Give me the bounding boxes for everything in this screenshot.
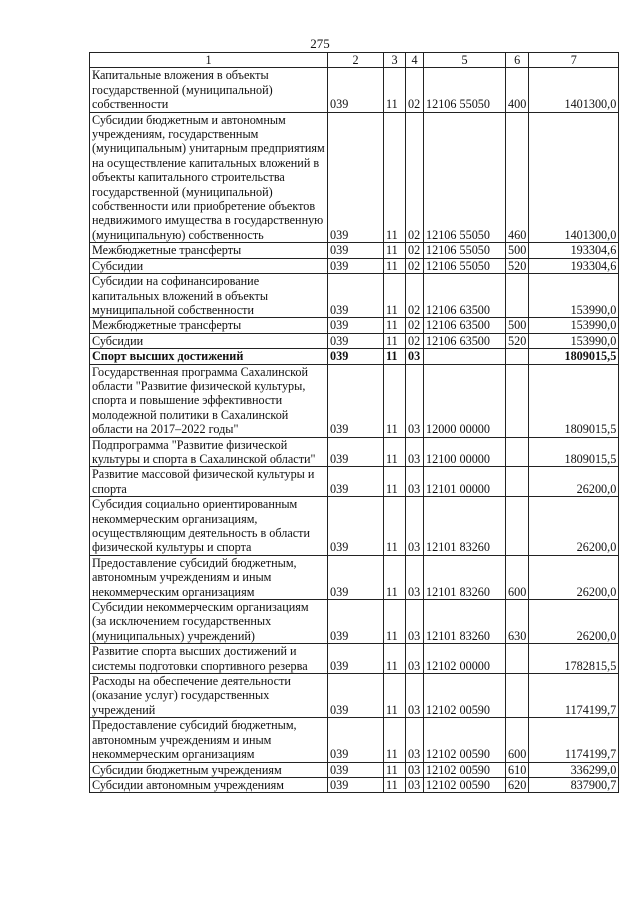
target-article-cell: 12000 00000 (424, 364, 506, 437)
subsection-code-cell: 03 (406, 674, 424, 718)
section-code-cell: 11 (384, 243, 406, 258)
expense-type-cell (506, 437, 529, 467)
table-row (90, 674, 619, 718)
expense-name-cell: Субсидии (90, 333, 328, 348)
ministry-code-cell: 039 (328, 349, 384, 364)
expense-type-cell (506, 274, 529, 318)
section-code-cell: 11 (384, 777, 406, 792)
target-article-cell: 12102 00000 (424, 644, 506, 674)
ministry-code-cell: 039 (328, 467, 384, 497)
table-header-row (90, 53, 619, 68)
subsection-code-cell: 02 (406, 318, 424, 333)
subsection-code-cell: 03 (406, 644, 424, 674)
section-code-cell: 11 (384, 258, 406, 273)
subsection-code-cell: 03 (406, 600, 424, 644)
ministry-code-cell: 039 (328, 600, 384, 644)
expense-name-cell: Предоставление субсидий бюджетным, автономным учреждениям и иным некоммерческим организациям (90, 555, 328, 599)
amount-cell: 153990,0 (529, 318, 619, 333)
table-row (90, 333, 619, 348)
expense-name-cell: Развитие массовой физической культуры и спорта (90, 467, 328, 497)
expense-type-cell (506, 364, 529, 437)
target-article-cell: 12100 00000 (424, 437, 506, 467)
subsection-code-cell: 03 (406, 555, 424, 599)
column-header: 5 (424, 53, 506, 68)
column-header: 2 (328, 53, 384, 68)
expense-name-cell: Субсидии некоммерческим организациям (за исключением государственных (муниципальных) учреждений) (90, 600, 328, 644)
target-article-cell: 12101 00000 (424, 467, 506, 497)
table-row (90, 364, 619, 437)
expense-name-cell: Субсидии бюджетным учреждениям (90, 762, 328, 777)
ministry-code-cell: 039 (328, 258, 384, 273)
expense-type-cell: 400 (506, 68, 529, 112)
expense-name-cell: Капитальные вложения в объекты государственной (муниципальной) собственности (90, 68, 328, 112)
table-row (90, 497, 619, 556)
section-code-cell: 11 (384, 555, 406, 599)
expense-name-cell: Подпрограмма "Развитие физической культуры и спорта в Сахалинской области" (90, 437, 328, 467)
table-row (90, 600, 619, 644)
target-article-cell: 12102 00590 (424, 777, 506, 792)
expense-type-cell (506, 467, 529, 497)
target-article-cell: 12101 83260 (424, 497, 506, 556)
expense-type-cell: 520 (506, 258, 529, 273)
expense-type-cell: 620 (506, 777, 529, 792)
table-row (90, 555, 619, 599)
ministry-code-cell: 039 (328, 777, 384, 792)
section-code-cell: 11 (384, 349, 406, 364)
amount-cell: 26200,0 (529, 555, 619, 599)
target-article-cell: 12106 55050 (424, 258, 506, 273)
amount-cell: 26200,0 (529, 467, 619, 497)
table-row (90, 243, 619, 258)
expense-name-cell: Предоставление субсидий бюджетным, автономным учреждениям и иным некоммерческим организациям (90, 718, 328, 762)
section-code-cell: 11 (384, 644, 406, 674)
ministry-code-cell: 039 (328, 68, 384, 112)
ministry-code-cell: 039 (328, 364, 384, 437)
expense-type-cell: 610 (506, 762, 529, 777)
subsection-code-cell: 03 (406, 349, 424, 364)
amount-cell: 26200,0 (529, 600, 619, 644)
section-code-cell: 11 (384, 497, 406, 556)
amount-cell: 837900,7 (529, 777, 619, 792)
subsection-code-cell: 02 (406, 68, 424, 112)
target-article-cell: 12102 00590 (424, 674, 506, 718)
subsection-code-cell: 03 (406, 364, 424, 437)
amount-cell: 1782815,5 (529, 644, 619, 674)
expense-type-cell: 600 (506, 718, 529, 762)
target-article-cell: 12101 83260 (424, 555, 506, 599)
subsection-code-cell: 02 (406, 112, 424, 243)
expense-type-cell: 520 (506, 333, 529, 348)
ministry-code-cell: 039 (328, 112, 384, 243)
target-article-cell: 12106 63500 (424, 274, 506, 318)
table-row (90, 467, 619, 497)
target-article-cell: 12106 55050 (424, 112, 506, 243)
target-article-cell: 12101 83260 (424, 600, 506, 644)
expense-name-cell: Межбюджетные трансферты (90, 243, 328, 258)
target-article-cell: 12102 00590 (424, 718, 506, 762)
section-code-cell: 11 (384, 333, 406, 348)
subsection-code-cell: 03 (406, 467, 424, 497)
amount-cell: 153990,0 (529, 333, 619, 348)
column-header: 1 (90, 53, 328, 68)
subsection-code-cell: 02 (406, 258, 424, 273)
expense-type-cell: 630 (506, 600, 529, 644)
ministry-code-cell: 039 (328, 333, 384, 348)
table-row (90, 258, 619, 273)
expense-type-cell (506, 349, 529, 364)
table-row (90, 349, 619, 364)
expense-name-cell: Государственная программа Сахалинской области "Развитие физической культуры, спорта и повышение эффективности молодежной политики в Сахалинской области на 2017–2022 годы" (90, 364, 328, 437)
amount-cell: 153990,0 (529, 274, 619, 318)
table-row (90, 112, 619, 243)
table-row (90, 644, 619, 674)
table-row (90, 274, 619, 318)
target-article-cell: 12106 63500 (424, 333, 506, 348)
target-article-cell: 12106 55050 (424, 68, 506, 112)
expense-type-cell (506, 644, 529, 674)
section-code-cell: 11 (384, 112, 406, 243)
amount-cell: 193304,6 (529, 243, 619, 258)
amount-cell: 1401300,0 (529, 68, 619, 112)
section-code-cell: 11 (384, 600, 406, 644)
ministry-code-cell: 039 (328, 762, 384, 777)
target-article-cell: 12102 00590 (424, 762, 506, 777)
amount-cell: 1174199,7 (529, 674, 619, 718)
target-article-cell (424, 349, 506, 364)
amount-cell: 1809015,5 (529, 349, 619, 364)
expense-type-cell (506, 497, 529, 556)
expense-name-cell: Субсидия социально ориентированным некоммерческим организациям, осуществляющим деятельность в области физической культуры и спорта (90, 497, 328, 556)
ministry-code-cell: 039 (328, 243, 384, 258)
subsection-code-cell: 03 (406, 777, 424, 792)
column-header: 6 (506, 53, 529, 68)
expense-name-cell: Расходы на обеспечение деятельности (оказание услуг) государственных учреждений (90, 674, 328, 718)
amount-cell: 1809015,5 (529, 437, 619, 467)
ministry-code-cell: 039 (328, 274, 384, 318)
ministry-code-cell: 039 (328, 555, 384, 599)
ministry-code-cell: 039 (328, 437, 384, 467)
column-header: 4 (406, 53, 424, 68)
expense-name-cell: Субсидии бюджетным и автономным учреждениям, государственным (муниципальным) унитарным предприятиям на осуществление капитальных вложений в объекты капитального строительства государственной (муниципальной) собственности или приобретение объектов недвижимого имущества в государственную (муниципальную) собственность (90, 112, 328, 243)
subsection-code-cell: 02 (406, 243, 424, 258)
table-row (90, 437, 619, 467)
table-row (90, 718, 619, 762)
expense-name-cell: Субсидии автономным учреждениям (90, 777, 328, 792)
amount-cell: 336299,0 (529, 762, 619, 777)
expense-type-cell: 460 (506, 112, 529, 243)
table-row (90, 318, 619, 333)
expense-name-cell: Развитие спорта высших достижений и системы подготовки спортивного резерва (90, 644, 328, 674)
expense-name-cell: Субсидии (90, 258, 328, 273)
amount-cell: 193304,6 (529, 258, 619, 273)
subsection-code-cell: 02 (406, 274, 424, 318)
section-code-cell: 11 (384, 467, 406, 497)
expense-name-cell: Спорт высших достижений (90, 349, 328, 364)
expense-name-cell: Межбюджетные трансферты (90, 318, 328, 333)
amount-cell: 1401300,0 (529, 112, 619, 243)
amount-cell: 1809015,5 (529, 364, 619, 437)
section-code-cell: 11 (384, 274, 406, 318)
target-article-cell: 12106 63500 (424, 318, 506, 333)
section-code-cell: 11 (384, 437, 406, 467)
expense-type-cell: 600 (506, 555, 529, 599)
budget-table (89, 52, 619, 793)
section-code-cell: 11 (384, 364, 406, 437)
section-code-cell: 11 (384, 674, 406, 718)
section-code-cell: 11 (384, 318, 406, 333)
table-row (90, 762, 619, 777)
ministry-code-cell: 039 (328, 674, 384, 718)
ministry-code-cell: 039 (328, 644, 384, 674)
expense-type-cell: 500 (506, 318, 529, 333)
target-article-cell: 12106 55050 (424, 243, 506, 258)
table-row (90, 68, 619, 112)
expense-name-cell: Субсидии на софинансирование капитальных вложений в объекты муниципальной собственности (90, 274, 328, 318)
ministry-code-cell: 039 (328, 318, 384, 333)
subsection-code-cell: 03 (406, 497, 424, 556)
expense-type-cell (506, 674, 529, 718)
column-header: 3 (384, 53, 406, 68)
table-row (90, 777, 619, 792)
subsection-code-cell: 03 (406, 762, 424, 777)
subsection-code-cell: 03 (406, 437, 424, 467)
column-header: 7 (529, 53, 619, 68)
budget-table-body (90, 53, 619, 793)
ministry-code-cell: 039 (328, 497, 384, 556)
page-number: 275 (310, 36, 330, 51)
amount-cell: 1174199,7 (529, 718, 619, 762)
subsection-code-cell: 03 (406, 718, 424, 762)
expense-type-cell: 500 (506, 243, 529, 258)
subsection-code-cell: 02 (406, 333, 424, 348)
section-code-cell: 11 (384, 68, 406, 112)
section-code-cell: 11 (384, 718, 406, 762)
amount-cell: 26200,0 (529, 497, 619, 556)
section-code-cell: 11 (384, 762, 406, 777)
ministry-code-cell: 039 (328, 718, 384, 762)
